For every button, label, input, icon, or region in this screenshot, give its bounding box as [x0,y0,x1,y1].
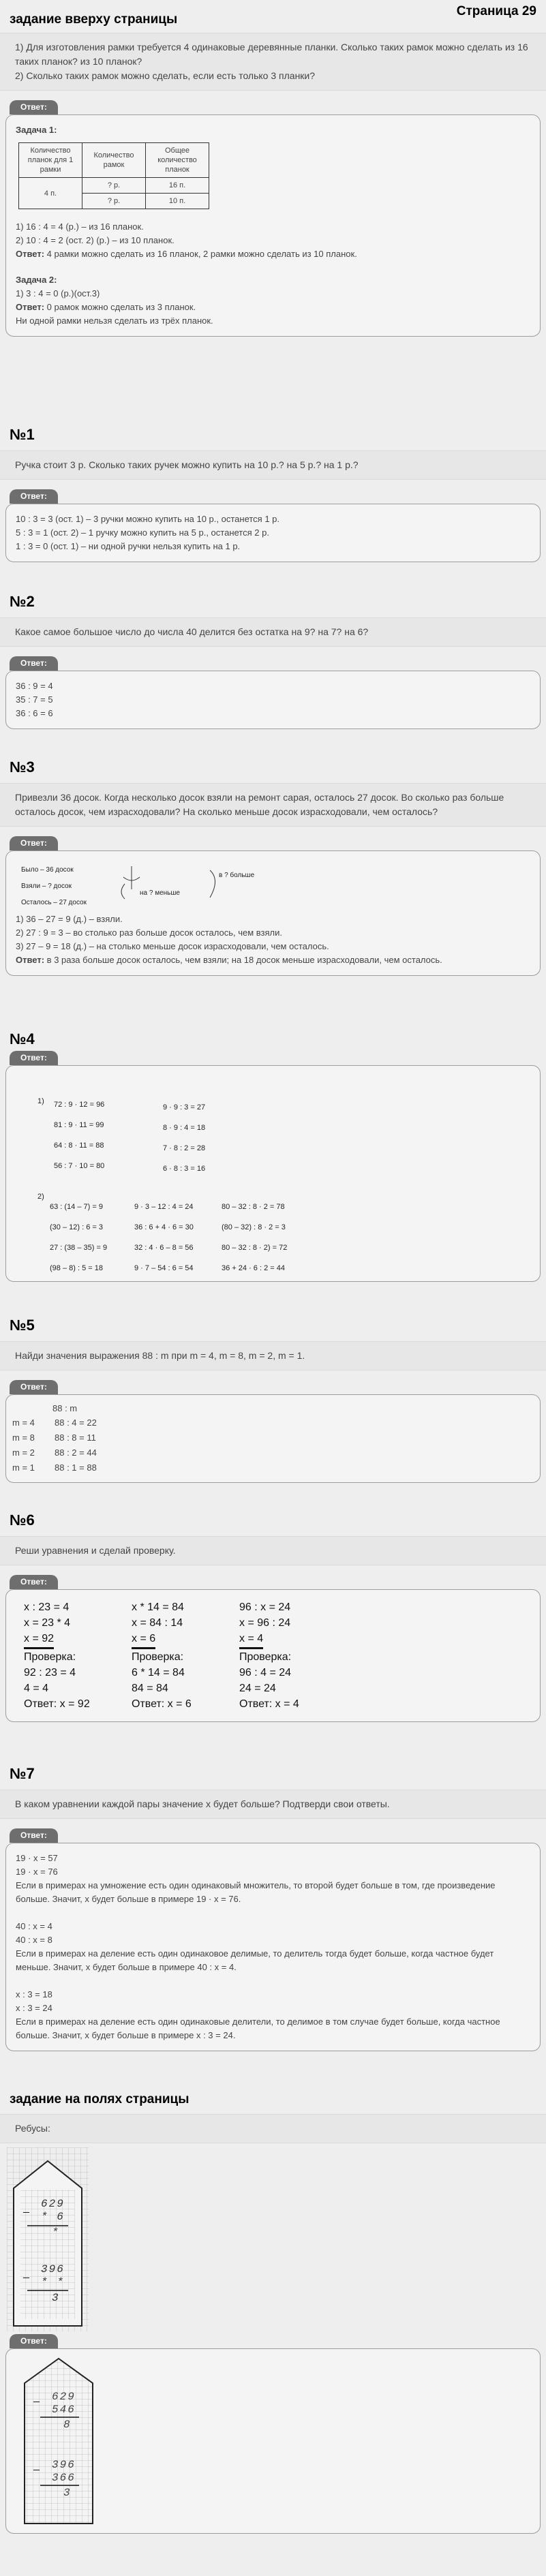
table-cell: ? р. [82,194,146,209]
task-answer [5,1843,541,2051]
expression: (80 – 32) : 8 · 2 = 3 [222,1223,286,1231]
task-5 [0,1317,546,1483]
equation-line: x = 4 [239,1631,263,1649]
puzzle-image [7,2147,89,2331]
solution-line: 1) 16 : 4 = 4 (р.) – из 16 планок. [16,221,144,232]
puzzle-digits: 396 [41,2263,65,2275]
task-number: №3 [10,758,35,776]
answer-digits: 396 [52,2459,76,2471]
answer-line: 19 · x = 57 [16,1853,58,1863]
task-number: №2 [10,593,35,610]
scheme-line: Было – 36 досок [21,866,74,874]
answer-tab[interactable]: Ответ: [10,100,58,114]
answer-line: Если в примерах на деление есть один одинаковое делимые, то делитель тогда будет больше, когда частное будет меньше. Значит, x будет больше в примере 40 : x = 4. [16,1948,494,1972]
task-answer [5,850,541,976]
answer-line: 19 · x = 76 [16,1867,58,1877]
expression: 81 : 9 · 11 = 99 [54,1121,104,1129]
page-number: Страница 29 [456,4,536,18]
table-cell: 88 : 2 = 44 [55,1447,97,1458]
answer-line: x : 3 = 18 [16,1989,52,1999]
puzzle-digits: 3 [52,2292,59,2304]
equation-line: 96 : x = 24 [239,1601,291,1613]
expression: 9 · 7 – 54 : 6 = 54 [134,1264,194,1272]
answer-digits: 8 [63,2419,70,2431]
task-answer [5,1065,541,1282]
answer-tab[interactable]: Ответ: [10,1575,58,1589]
answer-line: 40 : x = 8 [16,1935,52,1945]
expr-header: 88 : m [52,1403,78,1413]
task1-table [18,142,209,209]
answer-line: Если в примерах на умножение есть один одинаковый множитель, то второй будет больше в том, где произведение больше. Значит, x будет больше в примере 19 · x = 76. [16,1880,496,1904]
task-number: №7 [10,1765,35,1782]
table-cell: 10 п. [146,194,209,209]
values-table [12,1415,97,1475]
margin-task [0,2092,546,2534]
expression: 9 · 3 – 12 : 4 = 24 [134,1203,194,1211]
scheme-label: в ? больше [219,872,255,879]
equation-line: x * 14 = 84 [132,1601,184,1613]
table-cell: m = 4 [12,1417,35,1428]
answer-line: 36 : 6 = 6 [16,708,53,718]
expression: 7 · 8 : 2 = 28 [163,1144,206,1152]
equation-line: Проверка: [132,1651,184,1663]
part-label: 2) [37,1193,44,1201]
task2-title: Задача 2: [16,275,57,285]
task-question: Реши уравнения и сделай проверку. [0,1536,546,1565]
task-answer [5,1589,541,1722]
task-number: №5 [10,1317,35,1334]
expression: 8 · 9 : 4 = 18 [163,1124,206,1132]
answer-digits: 546 [52,2404,76,2416]
puzzle-digits: * [52,2226,59,2239]
expression: (30 – 12) : 6 = 3 [50,1223,103,1231]
expression: 6 · 8 : 3 = 16 [163,1165,206,1173]
equation-column [239,1599,328,1712]
answer-digits: 629 [52,2391,76,2403]
puzzle-digits: * 6 [41,2211,65,2223]
top-task-title: задание вверху страницы [10,12,178,27]
minus-sign: – [23,2270,29,2284]
equation-column [24,1599,112,1712]
equation-line: x = 92 [24,1631,54,1649]
expr-group [54,1094,104,1176]
task-question: Найди значения выражения 88 : m при m = 4, m = 8, m = 2, m = 1. [0,1341,546,1370]
task-number: №4 [10,1030,35,1047]
task-answer [5,504,541,562]
spacer [16,1906,530,1920]
equation-line: 4 = 4 [24,1683,49,1694]
table-cell: 88 : 4 = 22 [55,1417,97,1428]
margin-task-title: задание на полях страницы [10,2092,189,2106]
equation-line: Ответ: x = 4 [239,1698,299,1710]
answer-tab[interactable]: Ответ: [10,656,58,671]
task-3 [0,758,546,976]
equation-line: Ответ: x = 6 [132,1698,192,1710]
minus-sign: – [23,2205,29,2218]
expression: 36 + 24 · 6 : 2 = 44 [222,1264,285,1272]
equation-line: 92 : 23 = 4 [24,1667,76,1678]
task-7 [0,1765,546,2051]
answer-line: Если в примерах на деление есть один одинаковые делители, то делимое в том случае будет больше, когда частное больше. Значит, x будет больше в примере x : 3 = 24. [16,2017,500,2040]
expression: 32 : 4 · 6 – 8 = 56 [134,1244,194,1252]
expression: 64 : 8 · 11 = 88 [54,1141,104,1150]
answer-line: 36 : 9 = 4 [16,681,53,691]
scheme-arrow [210,870,215,898]
answer-line: 2) 27 : 9 = 3 – во столько раз больше досок осталось, чем взяли. [16,927,282,938]
expression: 80 – 32 : 8 · 2 = 78 [222,1203,285,1211]
table-header: Количество планок для 1 рамки [19,143,82,178]
expression: 63 : (14 – 7) = 9 [50,1203,103,1211]
table-cell: m = 1 [12,1462,35,1473]
answer-house-svg [14,2356,103,2526]
scheme-arrow [121,884,125,899]
answer-line: Ответ: 0 рамок можно сделать из 3 планок. [16,302,196,312]
top-answer [5,114,541,337]
answer-tab[interactable]: Ответ: [10,2334,58,2348]
answer-line: 10 : 3 = 3 (ост. 1) – 3 ручки можно купить на 10 р., останется 1 р. [16,514,280,524]
task-question: Какое самое большое число до числа 40 делится без остатка на 9? на 7? на 6? [0,617,546,647]
expression: 9 · 9 : 3 = 27 [163,1103,206,1111]
solution-line: 1) 3 : 4 = 0 (р.)(ост.3) [16,288,100,298]
answer-line: 35 : 7 = 5 [16,694,53,705]
answer-image [14,2356,103,2526]
table-cell: ? р. [82,178,146,194]
puzzle-digits: * * [41,2276,65,2288]
equations [20,1597,526,1715]
answer-tab[interactable]: Ответ: [10,1380,58,1394]
expression: 80 – 32 : 8 · 2) = 72 [222,1244,288,1252]
task-question: В каком уравнении каждой пары значение x будет больше? Подтверди свои ответы. [0,1790,546,1819]
equation-line: x = 96 : 24 [239,1617,291,1629]
note-line: Ни одной рамки нельзя сделать из трёх планок. [16,316,213,326]
task-question: Привезли 36 досок. Когда несколько досок взяли на ремонт сарая, осталось 27 досок. Во сколько раз больше осталось досок, чем израсходовали? На сколько меньше досок израсходовали, чем осталось? [0,783,546,827]
table-cell: m = 8 [12,1432,35,1443]
equation-line: Проверка: [24,1651,76,1663]
puzzle-digits: 629 [41,2198,65,2210]
top-task-question: 1) Для изготовления рамки требуется 4 одинаковые деревянные планки. Сколько таких рамок можно сделать из 16 таких планок? из 10 планок? 2) Сколько таких рамок можно сделать, если есть только 3 планки? [0,33,546,91]
table-header: Общее количество планок [146,143,209,178]
solution-line: 2) 10 : 4 = 2 (ост. 2) (р.) – из 10 планок. [16,235,175,245]
equation-line: 96 : 4 = 24 [239,1667,292,1678]
equation-column [132,1599,220,1712]
task-question: Ребусы: [0,2114,546,2143]
table-cell: 88 : 8 = 11 [55,1432,96,1443]
task-answer [5,1394,541,1483]
puzzle-house-svg [7,2147,89,2331]
answer-line: 40 : x = 4 [16,1921,52,1931]
equation-line: Ответ: x = 92 [24,1698,90,1710]
answer-line: x : 3 = 24 [16,2003,52,2013]
task-question: Ручка стоит 3 р. Сколько таких ручек можно купить на 10 р.? на 5 р.? на 1 р.? [0,450,546,480]
equation-line: x = 6 [132,1631,155,1649]
answer-tab[interactable]: Ответ: [10,1051,58,1065]
equation-line: x = 84 : 14 [132,1617,183,1629]
table-cell: 16 п. [146,178,209,194]
task-2 [0,593,546,729]
expr-group [50,1197,107,1278]
expression: 27 : (38 – 35) = 9 [50,1244,108,1252]
expression: 36 : 6 + 4 · 6 = 30 [134,1223,194,1231]
top-task [0,12,546,337]
scheme-line: Осталось – 27 досок [21,899,87,906]
expr-group [163,1097,205,1179]
table-cell: 88 : 1 = 88 [55,1462,97,1473]
equation-line: x = 23 * 4 [24,1617,71,1629]
answer-line: Ответ: в 3 раза больше досок осталось, чем взяли; на 18 досок меньше израсходовали, чем осталось. [16,955,442,965]
minus-sign: – [33,2462,40,2476]
equation-line: 84 = 84 [132,1683,168,1694]
expression: (98 – 8) : 5 = 18 [50,1264,103,1272]
scheme-diagram [16,859,530,913]
task-6 [0,1512,546,1722]
expr-group [134,1197,194,1278]
task-number: №1 [10,426,35,443]
task-answer [5,2348,541,2534]
answer-line: 1 : 3 = 0 (ост. 1) – ни одной ручки нельзя купить на 1 р. [16,541,241,551]
equation-line: Проверка: [239,1651,292,1663]
scheme-line: Взяли – ? досок [21,883,72,890]
answer-digits: 3 [63,2487,70,2499]
answer-line: 3) 27 – 9 = 18 (д.) – на столько меньше досок израсходовали, чем осталось. [16,941,329,951]
table-cell: 4 п. [19,178,82,209]
expr-group [222,1197,287,1278]
minus-sign: – [33,2394,40,2408]
equation-line: 24 = 24 [239,1683,276,1694]
scheme-label: на ? меньше [140,889,180,897]
expression: 56 : 7 · 10 = 80 [54,1162,105,1170]
table-cell: m = 2 [12,1447,35,1458]
task-1 [0,426,546,562]
equation-line: x : 23 = 4 [24,1601,70,1613]
answer-tab[interactable]: Ответ: [10,836,58,850]
answer-line: 5 : 3 = 1 (ост. 2) – 1 ручку можно купить на 5 р., останется 2 р. [16,527,269,538]
answer-tab[interactable]: Ответ: [10,489,58,504]
table-header: Количество рамок [82,143,146,178]
equation-line: 6 * 14 = 84 [132,1667,185,1678]
house-outline [25,2359,93,2524]
answer-line: Ответ: 4 рамки можно сделать из 16 планок, 2 рамки можно сделать из 10 планок. [16,249,357,259]
task1-title: Задача 1: [16,125,57,135]
task-answer [5,671,541,729]
task-4 [0,1030,546,1282]
answer-tab[interactable]: Ответ: [10,1828,58,1843]
spacer [16,1974,530,1988]
expression: 72 : 9 · 12 = 96 [54,1101,105,1109]
answer-line: 1) 36 – 27 = 9 (д.) – взяли. [16,914,123,924]
task-number: №6 [10,1512,35,1529]
part-label: 1) [37,1097,44,1105]
answer-digits: 366 [52,2472,76,2484]
